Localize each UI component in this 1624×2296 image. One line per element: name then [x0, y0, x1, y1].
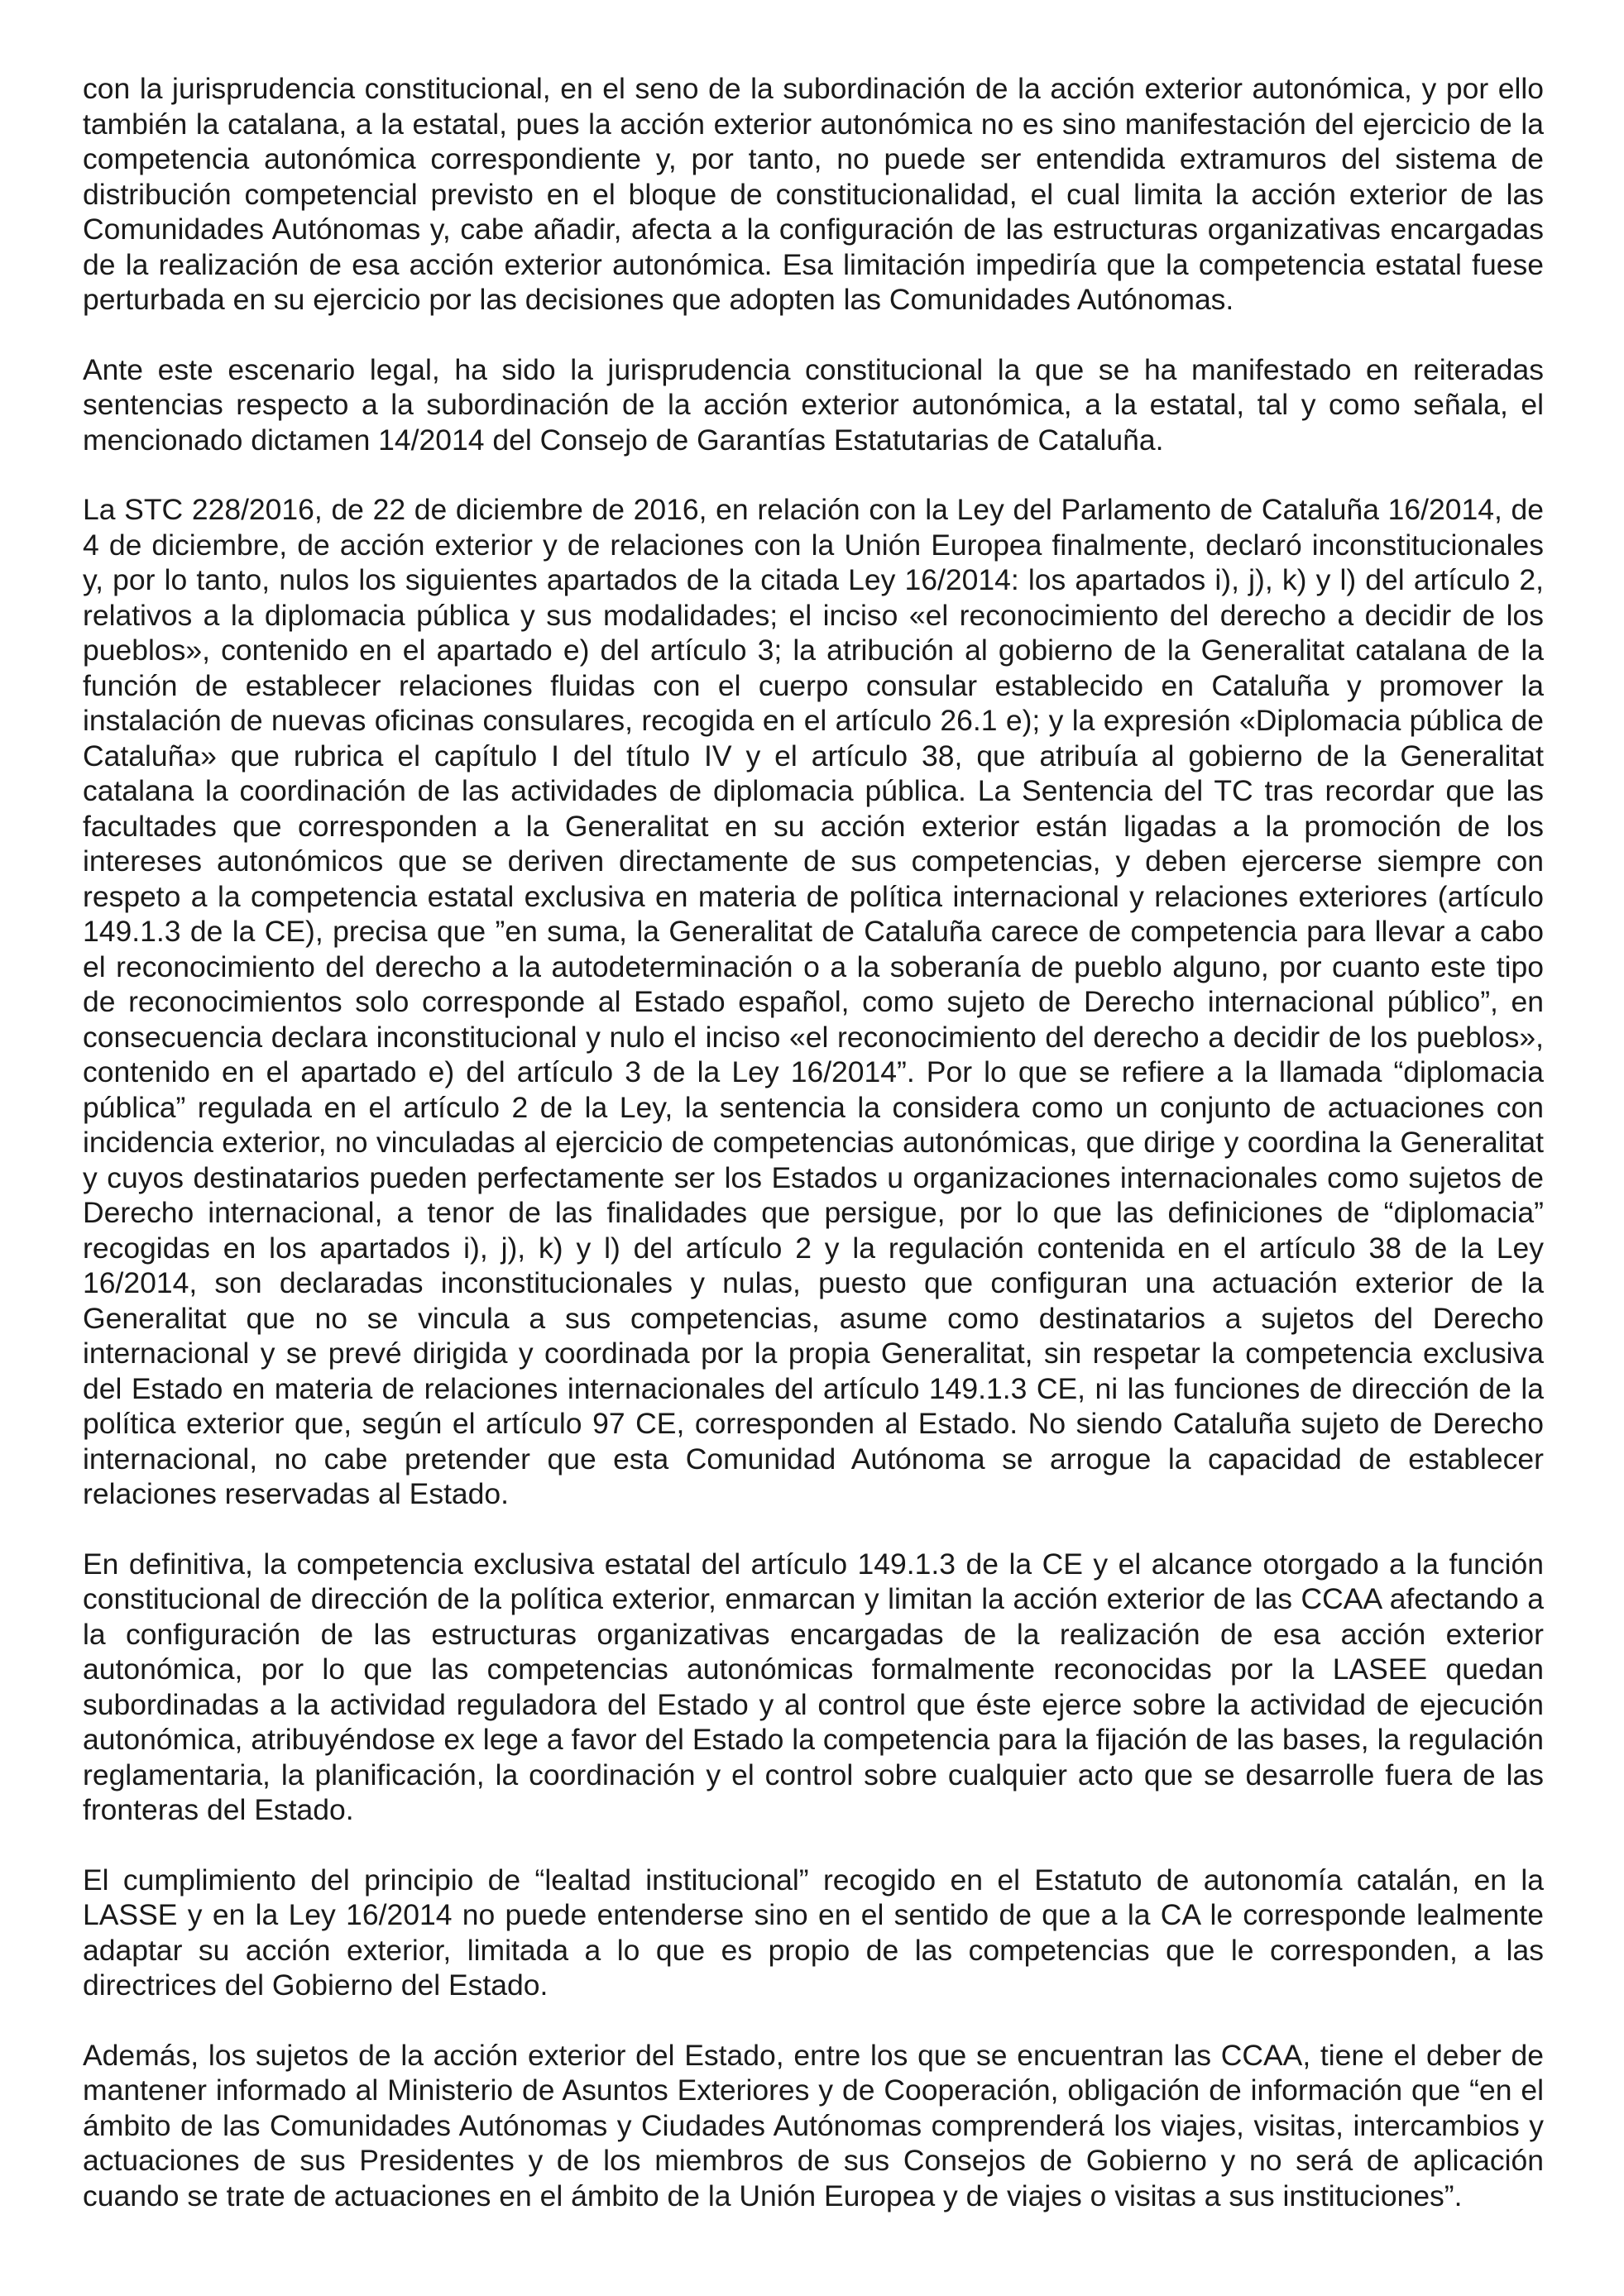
document-page [83, 71, 1544, 2213]
paragraph-institutional-loyalty: El cumplimiento del principio de “lealtad institucional” recogido en el Estatuto de autonomía catalán, en la LASSE y en la Ley 16/2014 no puede entenderse sino en el sentido de que a la CA le corresponde lealmente adaptar su acción exterior, limitada a lo que es propio de las competencias que le corresponden, a las directrices del Gobierno del Estado. [83, 1863, 1544, 2002]
paragraph-exclusive-competence: En definitiva, la competencia exclusiva estatal del artículo 149.1.3 de la CE y el alcance otorgado a la función constitucional de dirección de la política exterior, enmarcan y limitan la acción exterior de las CCAA afectando a la configuración de las estructuras organizativas encargadas de la realización de esa acción exterior autonómica, por lo que las competencias autonómicas formalmente reconocidas por la LASEE quedan subordinadas a la actividad reguladora del Estado y al control que éste ejerce sobre la actividad de ejecución autonómica, atribuyéndose ex lege a favor del Estado la competencia para la fijación de las bases, la regulación reglamentaria, la planificación, la coordinación y el control sobre cualquier acto que se desarrolle fuera de las fronteras del Estado. [83, 1547, 1544, 1826]
paragraph-stc-228-2016: La STC 228/2016, de 22 de diciembre de 2016, en relación con la Ley del Parlamento de Cataluña 16/2014, de 4 de diciembre, de acción exterior y de relaciones con la Unión Europea finalmente, declaró inconstitucionales y, por lo tanto, nulos los siguientes apartados de la citada Ley 16/2014: los apartados i), j), k) y l) del artículo 2, relativos a la diplomacia pública y sus modalidades; el inciso «el reconocimiento del derecho a decidir de los pueblos», contenido en el apartado e) del artículo 3; la atribución al gobierno de la Generalitat catalana de la función de establecer relaciones fluidas con el cuerpo consular establecido en Cataluña y promover la instalación de nuevas oficinas consulares, recogida en el artículo 26.1 e); y la expresión «Diplomacia pública de Cataluña» que rubrica el capítulo I del título IV y el artículo 38, que atribuía al gobierno de la Generalitat catalana la coordinación de las actividades de diplomacia pública. La Sentencia del TC tras recordar que las facultades que corresponden a la Generalitat en su acción exterior están ligadas a la promoción de los intereses autonómicos que se deriven directamente de sus competencias, y deben ejercerse siempre con respeto a la competencia estatal exclusiva en materia de política internacional y relaciones exteriores (artículo 149.1.3 de la CE), precisa que ”en suma, la Generalitat de Cataluña carece de competencia para llevar a cabo el reconocimiento del derecho a la autodeterminación o a la soberanía de pueblo alguno, por cuanto este tipo de reconocimientos solo corresponde al Estado español, como sujeto de Derecho internacional público”, en consecuencia declara inconstitucional y nulo el inciso «el reconocimiento del derecho a decidir de los pueblos», contenido en el apartado e) del artículo 3 de la Ley 16/2014”. Por lo que se refiere a la llamada “diplomacia pública” regulada en el artículo 2 de la Ley, la sentencia la considera como un conjunto de actuaciones con incidencia exterior, no vinculadas al ejercicio de competencias autonómicas, que dirige y coordina la Generalitat y cuyos destinatarios pueden perfectamente ser los Estados u organizaciones internacionales como sujetos de Derecho internacional, a tenor de las finalidades que persigue, por lo que las definiciones de “diplomacia” recogidas en los apartados i), j), k) y l) del artículo 2 y la regulación contenida en el artículo 38 de la Ley 16/2014, son declaradas inconstitucionales y nulas, puesto que configuran una actuación exterior de la Generalitat que no se vincula a sus competencias, asume como destinatarios a sujetos del Derecho internacional y se prevé dirigida y coordinada por la propia Generalitat, sin respetar la competencia exclusiva del Estado en materia de relaciones internacionales del artículo 149.1.3 CE, ni las funciones de dirección de la política exterior que, según el artículo 97 CE, corresponden al Estado. No siendo Cataluña sujeto de Derecho internacional, no cabe pretender que esta Comunidad Autónoma se arrogue la capacidad de establecer relaciones reservadas al Estado. [83, 493, 1544, 1510]
paragraph-subordination: con la jurisprudencia constitucional, en el seno de la subordinación de la acción exterior autonómica, y por ello también la catalana, a la estatal, pues la acción exterior autonómica no es sino manifestación del ejercicio de la competencia autonómica correspondiente y, por tanto, no puede ser entendida extramuros del sistema de distribución competencial previsto en el bloque de constitucionalidad, el cual limita la acción exterior de las Comunidades Autónomas y, cabe añadir, afecta a la configuración de las estructuras organizativas encargadas de la realización de esa acción exterior autonómica. Esa limitación impediría que la competencia estatal fuese perturbada en su ejercicio por las decisiones que adopten las Comunidades Autónomas. [83, 72, 1544, 316]
paragraph-information-duty: Además, los sujetos de la acción exterior del Estado, entre los que se encuentran las CCAA, tiene el deber de mantener informado al Ministerio de Asuntos Exteriores y de Cooperación, obligación de información que “en el ámbito de las Comunidades Autónomas y Ciudades Autónomas comprenderá los viajes, visitas, intercambios y actuaciones de sus Presidentes y de los miembros de sus Consejos de Gobierno y no será de aplicación cuando se trate de actuaciones en el ámbito de la Unión Europea y de viajes o visitas a sus instituciones”. [83, 2038, 1544, 2212]
paragraph-legal-scenario: Ante este escenario legal, ha sido la jurisprudencia constitucional la que se ha manifestado en reiteradas sentencias respecto a la subordinación de la acción exterior autonómica, a la estatal, tal y como señala, el mencionado dictamen 14/2014 del Consejo de Garantías Estatutarias de Cataluña. [83, 352, 1544, 457]
